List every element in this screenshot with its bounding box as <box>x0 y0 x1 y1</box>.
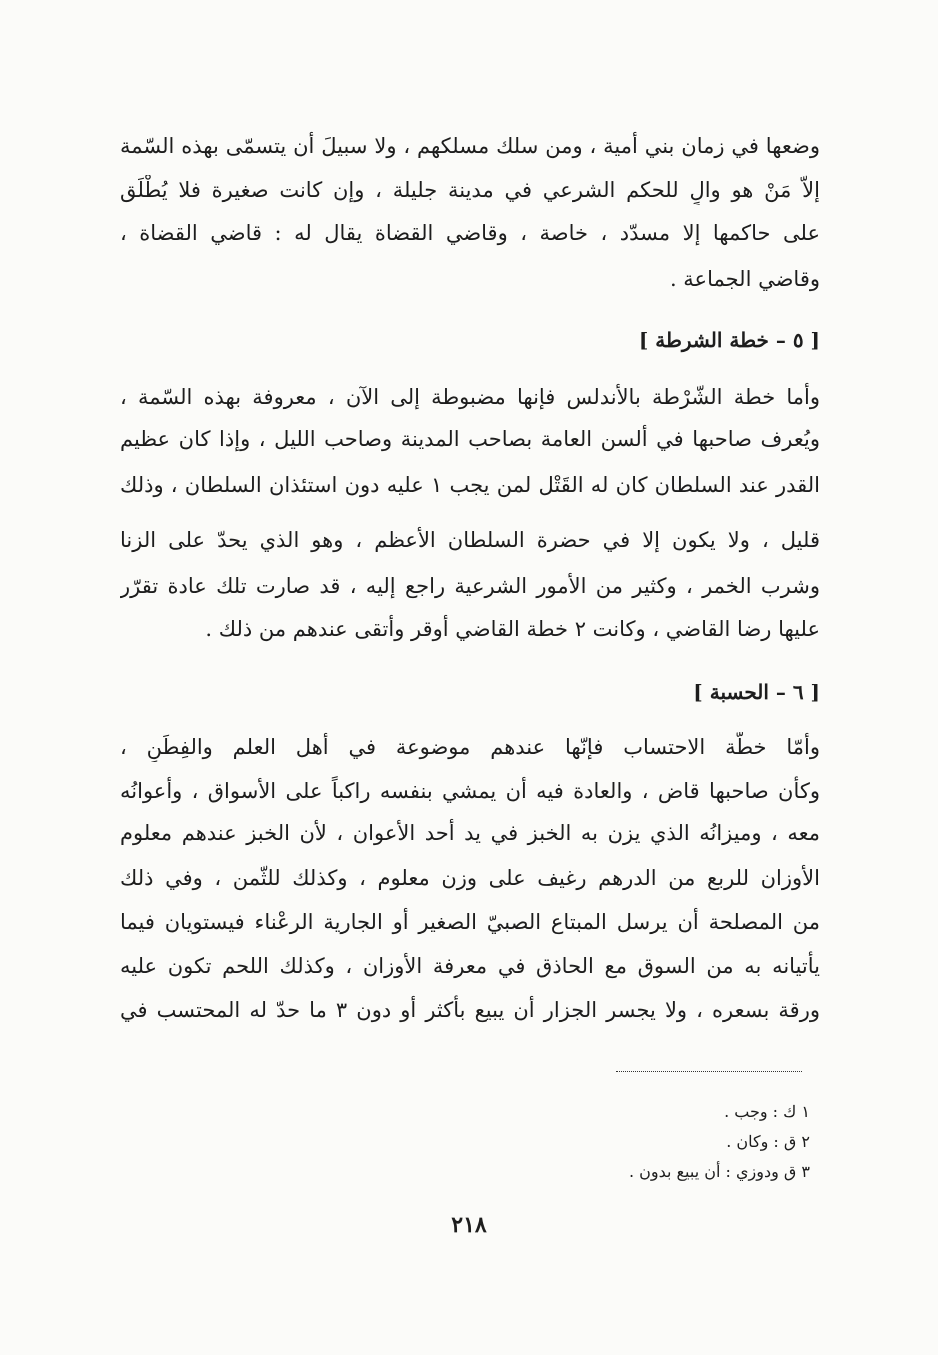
footnote: ١ ك : وجب . <box>724 1102 810 1121</box>
page-number: ٢١٨ <box>451 1212 487 1238</box>
text-line: وضعها في زمان بني أمية ، ومن سلك مسلكهم ، ولا سبيلَ أن يتسمّى بهذه السّمة <box>120 134 820 158</box>
footnote-divider <box>616 1071 802 1072</box>
text-line: وشرب الخمر ، وكثير من الأمور الشرعية راجع إليه ، قد صارت تلك عادة تقرّر <box>120 574 820 598</box>
text-line: من المصلحة أن يرسل المبتاع الصبيّ الصغير أو الجارية الرعْناء فيستويان فيما <box>120 910 820 934</box>
text-line: عليها رضا القاضي ، وكانت ٢ خطة القاضي أوقر وأتقى عندهم من ذلك . <box>205 617 820 641</box>
text-line: القدر عند السلطان كان له القَتْل لمن يجب ١ عليه دون استئذان السلطان ، وذلك <box>120 473 820 497</box>
text-line: إلاّ مَنْ هو والٍ للحكم الشرعي في مدينة جليلة ، وإن كانت صغيرة فلا يُطْلَق <box>120 178 820 202</box>
text-line: وكأن صاحبها قاض ، والعادة فيه أن يمشي بنفسه راكباً على الأسواق ، وأعوانُه <box>120 779 820 803</box>
text-line: قليل ، ولا يكون إلا في حضرة السلطان الأعظم ، وهو الذي يحدّ على الزنا <box>120 528 820 552</box>
text-line: وأما خطة الشّرْطة بالأندلس فإنها مضبوطة إلى الآن ، معروفة بهذه السّمة ، <box>120 385 820 409</box>
text-line: على حاكمها إلا مسدّد ، خاصة ، وقاضي القضاة يقال له : قاضي القضاة ، <box>120 221 820 245</box>
text-line: ويُعرف صاحبها في ألسن العامة بصاحب المدينة وصاحب الليل ، وإذا كان عظيم <box>120 427 820 451</box>
text-line: معه ، وميزانُه الذي يزن به الخبز في يد أحد الأعوان ، لأن الخبز عندهم معلوم <box>120 821 820 845</box>
section-heading-police: [ ٥ – خطة الشرطة ] <box>638 328 820 352</box>
text-line: الأوزان للربع من الدرهم رغيف على وزن معلوم ، وكذلك للثّمن ، وفي ذلك <box>120 866 820 890</box>
footnote: ٢ ق : وكان . <box>726 1132 810 1151</box>
text-line: يأتيانه به من السوق مع الحاذق في معرفة الأوزان ، وكذلك اللحم تكون عليه <box>120 954 820 978</box>
text-line: وقاضي الجماعة . <box>669 267 820 291</box>
text-line: ورقة بسعره ، ولا يجسر الجزار أن يبيع بأكثر أو دون ٣ ما حدّ له المحتسب في <box>120 998 820 1022</box>
section-heading-hisba: [ ٦ – الحسبة ] <box>693 680 820 704</box>
footnote: ٣ ق ودوزي : أن يبيع بدون . <box>628 1162 810 1181</box>
text-line: وأمّا خطّة الاحتساب فإنّها عندهم موضوعة في أهل العلم والفِطَنِ ، <box>120 735 820 759</box>
